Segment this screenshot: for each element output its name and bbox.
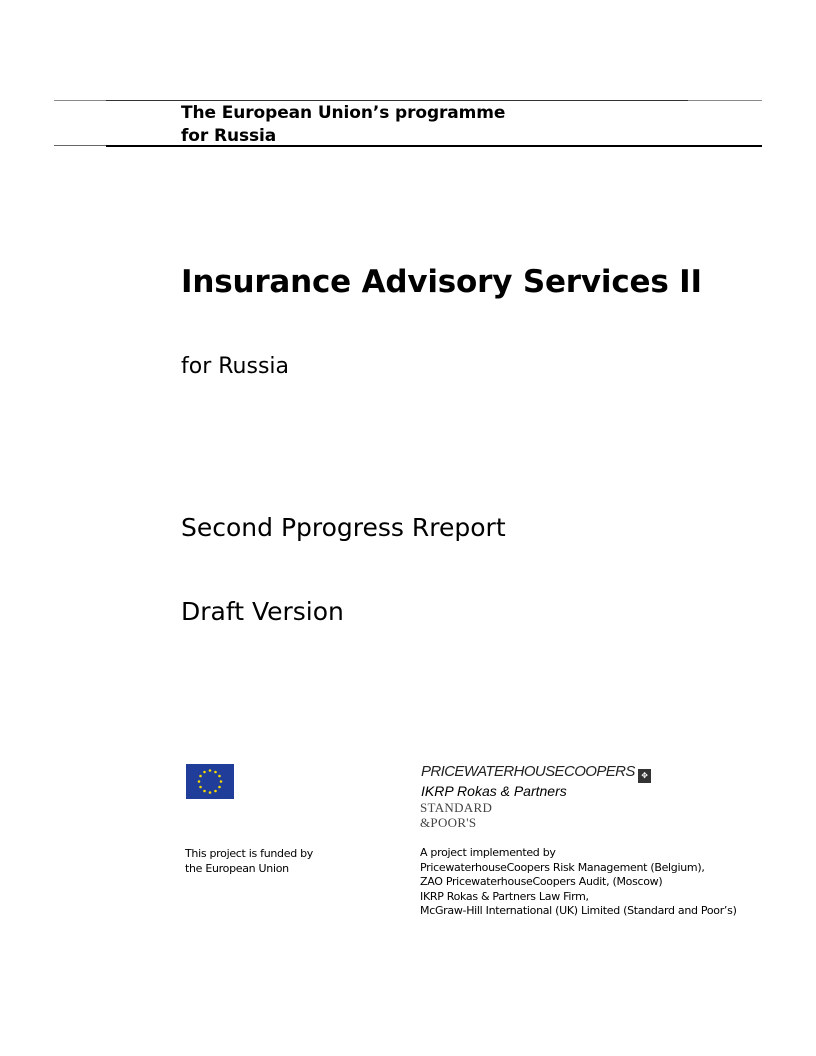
funding-note: [185, 846, 313, 876]
funding-line-2: the European Union: [185, 862, 289, 875]
pwc-logo-text: PRICEWATERHOUSECOOPERS: [421, 763, 635, 780]
eu-flag-icon: [186, 764, 234, 799]
header-rule-top-dark: [106, 100, 688, 101]
implementers-note: [420, 846, 737, 919]
document-subtitle: for Russia: [181, 354, 290, 379]
implementers-line: McGraw-Hill International (UK) Limited (Standard and Poor’s): [420, 904, 737, 918]
standard-poors-logo: [420, 800, 492, 830]
implementers-line: IKRP Rokas & Partners Law Firm,: [420, 889, 589, 903]
implementers-line: ZAO PricewaterhouseCoopers Audit, (Moscow): [420, 875, 663, 889]
pwc-mark-icon: ✥: [638, 769, 651, 783]
sp-logo-line-1: STANDARD: [420, 800, 493, 815]
programme-heading: [181, 102, 505, 148]
implementers-line: A project implemented by: [420, 846, 556, 859]
implementers-line: PricewaterhouseCoopers Risk Management (Belgium),: [420, 860, 705, 874]
programme-line-1: The European Union’s programme: [181, 103, 506, 123]
ikrp-logo: IKRP Rokas & Partners: [421, 783, 567, 799]
funding-line-1: This project is funded by: [185, 847, 313, 860]
header-rule-bottom-dark: [106, 145, 762, 147]
document-title: Insurance Advisory Services II: [181, 264, 702, 300]
report-name: Second Pprogress Rreport: [181, 513, 506, 542]
pwc-logo: [421, 763, 651, 783]
version-label: Draft Version: [181, 597, 344, 626]
programme-line-2: for Russia: [181, 126, 277, 146]
sp-logo-line-2: &POOR'S: [420, 815, 477, 830]
